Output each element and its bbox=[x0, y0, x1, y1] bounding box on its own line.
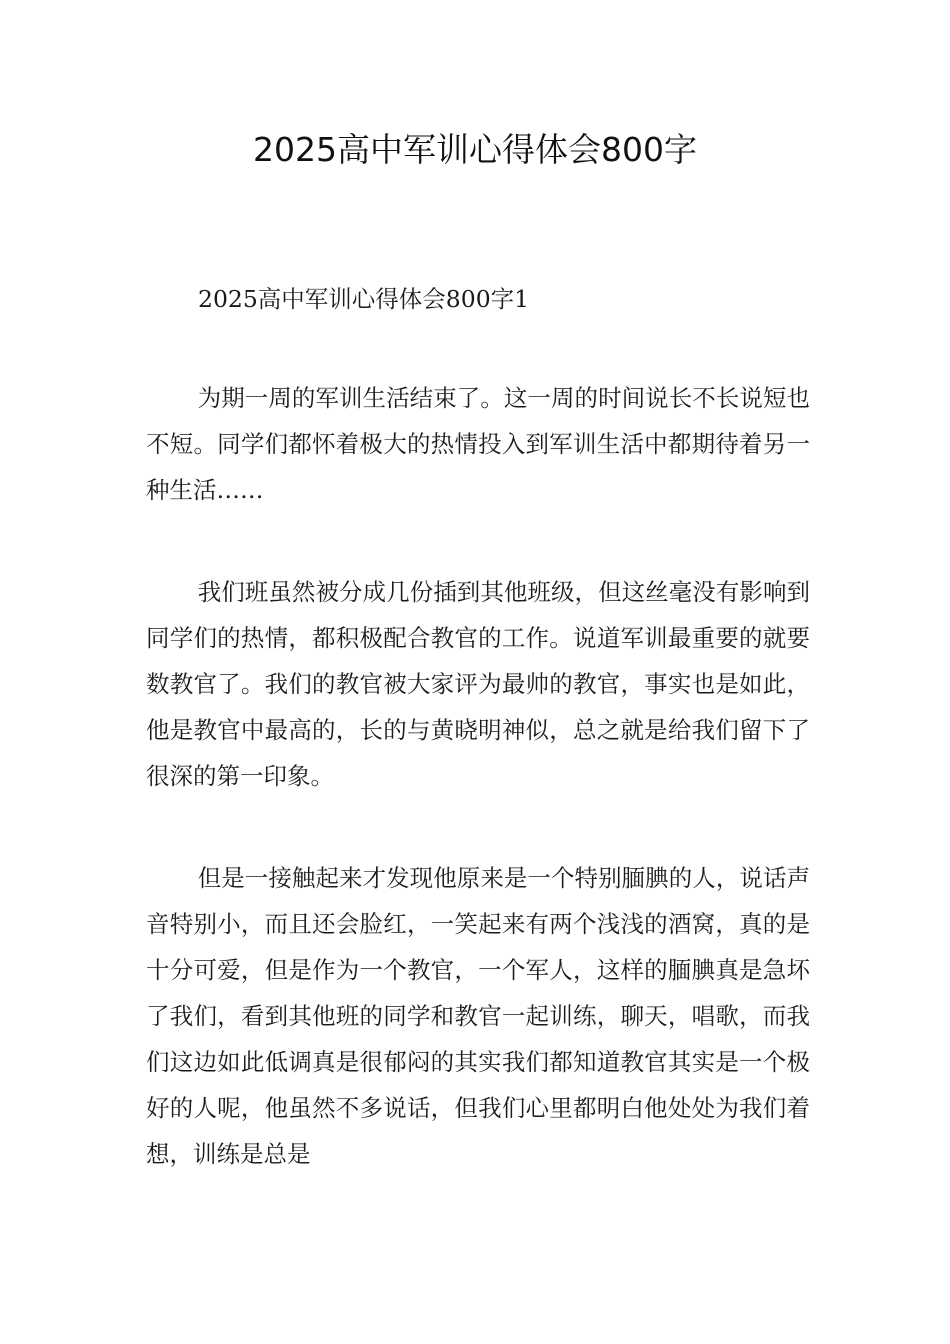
section-heading: 2025高中军训心得体会800字1 bbox=[198, 285, 530, 313]
document-body bbox=[146, 279, 810, 1177]
paragraph-3: 但是一接触起来才发现他原来是一个特别腼腆的人，说话声音特别小，而且还会脸红，一笑起来有两个浅浅的酒窝，真的是十分可爱，但是作为一个教官，一个军人，这样的腼腆真是急坏了我们，看到其他班的同学和教官一起训练，聊天，唱歌，而我们这边如此低调真是很郁闷的其实我们都知道教官其实是一个极好的人呢，他虽然不多说话，但我们心里都明白他处处为我们着想，训练是总是 bbox=[146, 864, 810, 1168]
document-title: 2025高中军训心得体会800字 bbox=[253, 130, 697, 169]
paragraph-1: 为期一周的军训生活结束了。这一周的时间说长不长说短也不短。同学们都怀着极大的热情投入到军训生活中都期待着另一种生活…… bbox=[146, 384, 810, 504]
paragraph-2: 我们班虽然被分成几份插到其他班级，但这丝毫没有影响到同学们的热情，都积极配合教官的工作。说道军训最重要的就要数教官了。我们的教官被大家评为最帅的教官，事实也是如此，他是教官中最高的，长的与黄晓明神似，总之就是给我们留下了很深的第一印象。 bbox=[146, 578, 810, 790]
